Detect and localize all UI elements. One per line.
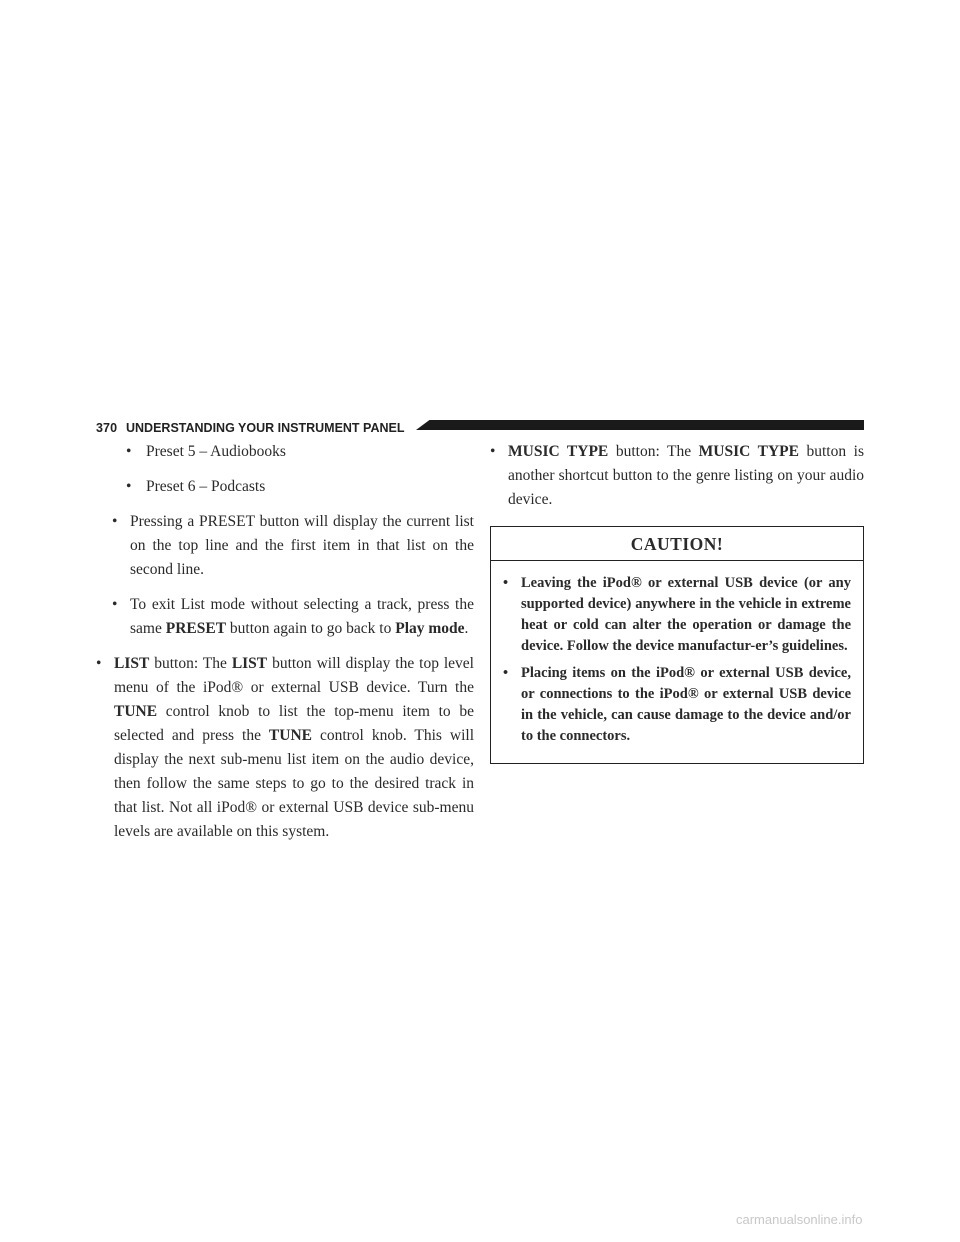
- caution-box: [490, 526, 864, 764]
- preset-keyword: PRESET: [165, 620, 227, 637]
- bullet: •: [503, 665, 509, 681]
- bullet: •: [112, 596, 118, 613]
- caution-item: [503, 573, 851, 657]
- bullet: •: [112, 513, 118, 530]
- caution-text-1: Leaving the iPod® or external USB device (or any supported device) anywhere in the vehicle in extreme heat or cold can alter the operation or damage the device. Follow the device manufactur-er’s guidelines.: [521, 575, 851, 654]
- list-item: [490, 440, 864, 512]
- music-type-keyword: MUSIC TYPE: [508, 443, 609, 460]
- list-text-h: control knob. This will display the next sub-menu list item on the audio device, then follow the same steps to go to the desired track in that list. Not all iPod® or external USB device sub-menu levels are available on this system.: [114, 727, 474, 840]
- caution-body: [491, 561, 863, 763]
- section-title: UNDERSTANDING YOUR INSTRUMENT PANEL: [126, 421, 405, 435]
- header-rule: [416, 420, 864, 430]
- list-item: [96, 652, 474, 844]
- music-text-b: button: The: [608, 443, 699, 460]
- list-button-text: [114, 652, 474, 844]
- caution-title: CAUTION!: [491, 527, 863, 561]
- tune-keyword: TUNE: [268, 727, 312, 744]
- list-item: [112, 510, 474, 582]
- left-column: [96, 440, 474, 855]
- list-keyword: LIST: [114, 655, 150, 672]
- exit-text-a: To exit List mode without selecting a track, press the same: [130, 596, 474, 637]
- bullet: •: [126, 478, 132, 495]
- page-header: [96, 418, 864, 438]
- bullet: •: [490, 443, 496, 460]
- list-item: [112, 593, 474, 641]
- list-text-d: button will display the top level menu of the iPod® or external USB device. Turn the: [114, 655, 474, 696]
- music-text-d: button is another shortcut button to the genre listing on your audio device.: [508, 443, 864, 508]
- bullet: •: [96, 655, 102, 672]
- bullet: •: [503, 575, 509, 591]
- page-number: 370: [96, 421, 118, 435]
- pressing-text: Pressing a PRESET button will display the current list on the top line and the first item in that list on the second line.: [130, 513, 474, 578]
- right-column: [490, 440, 864, 764]
- exit-text-c: button again to go back to: [226, 620, 396, 637]
- list-text-b: button: The: [149, 655, 232, 672]
- list-item: [126, 475, 474, 499]
- bullet: •: [126, 443, 132, 460]
- music-type-keyword: MUSIC TYPE: [698, 443, 799, 460]
- music-type-text: [508, 440, 864, 512]
- caution-item: [503, 663, 851, 747]
- exit-text: [130, 593, 474, 641]
- preset6-text: Preset 6 – Podcasts: [146, 478, 266, 495]
- watermark: carmanualsonline.info: [736, 1212, 863, 1227]
- tune-keyword: TUNE: [114, 703, 158, 720]
- exit-text-e: .: [464, 620, 469, 637]
- caution-text-2: Placing items on the iPod® or external USB device, or connections to the iPod® or external USB device in the vehicle, can cause damage to the device and/or to the connectors.: [521, 665, 851, 744]
- play-mode-keyword: Play mode: [395, 620, 465, 637]
- preset5-text: Preset 5 – Audiobooks: [146, 443, 286, 460]
- list-keyword: LIST: [231, 655, 268, 672]
- list-text-f: control knob to list the top-menu item to be selected and press the: [114, 703, 474, 744]
- list-item: [126, 440, 474, 464]
